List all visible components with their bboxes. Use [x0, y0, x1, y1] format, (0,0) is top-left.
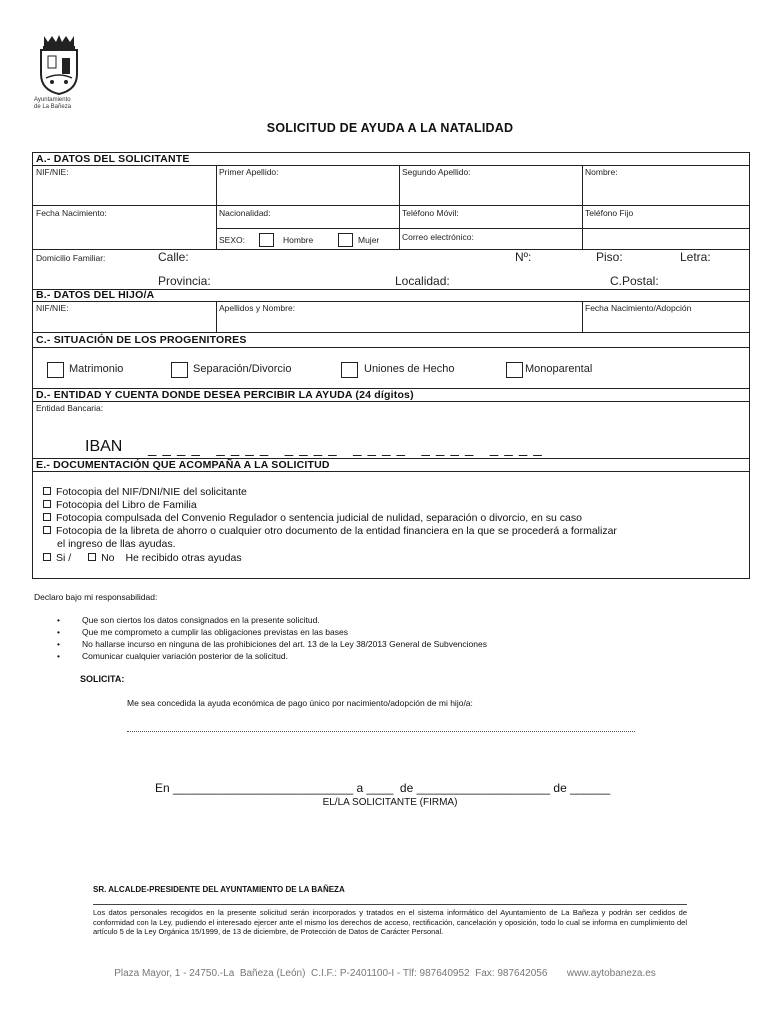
doc-libreta-checkbox[interactable]: [43, 526, 51, 534]
iban-digit-blanks[interactable]: _ _ _ _ _ _ _ _ _ _ _ _ _ _ _ _ _ _ _ _ _ _ _ _: [148, 440, 543, 457]
hijo-name-line[interactable]: [127, 731, 635, 732]
doc-libro-checkbox[interactable]: [43, 500, 51, 508]
bullet-text: No hallarse incurso en ninguna de las prohibiciones del art. 13 de la Ley 38/2013 General de Subvenciones: [82, 639, 487, 649]
separacion-label: Separación/Divorcio: [193, 363, 292, 375]
application-form: [32, 152, 750, 579]
privacy-notice: Los datos personales recogidos en la presente solicitud serán incorporados y tratados en el sistema informático del Ayuntamiento de La Bañeza y podrán ser cedidos de conformidad con la Ley, pudiendo el interesado ejercer ante el mismo los derechos de acceso, rectificación, cancelación y oposición, todo lo cual se informa en cumplimiento del artículo 5 de la Ley Orgánica 15/1999, de 13 de diciembre, de Protección de Datos de Carácter Personal.: [93, 908, 687, 936]
doc-convenio-text: Fotocopia compulsada del Convenio Regulador o sentencia judicial de nulidad, separación o divorcio, en su caso: [56, 512, 582, 524]
logo-caption-line2: de La Bañeza: [34, 104, 72, 110]
doc-nif-checkbox[interactable]: [43, 487, 51, 495]
nombre-label: Nombre:: [585, 167, 618, 177]
date-place-line[interactable]: En ___________________________ a ____ de ____________________ de ______: [155, 781, 611, 795]
hijo-nif-label: NIF/NIE:: [36, 303, 69, 313]
hombre-label: Hombre: [283, 235, 314, 245]
hombre-checkbox[interactable]: [259, 233, 274, 247]
signature-label: EL/LA SOLICITANTE (FIRMA): [322, 797, 458, 808]
fecha-nacimiento-label: Fecha Nacimiento:: [36, 208, 107, 218]
section-e-heading: E.- DOCUMENTACIÓN QUE ACOMPAÑA A LA SOLICITUD: [36, 459, 330, 471]
doc-item-libro[interactable]: [43, 499, 197, 512]
no-label: No: [101, 552, 115, 564]
solicita-heading: SOLICITA:: [80, 674, 125, 684]
section-b-heading: B.- DATOS DEL HIJO/A: [36, 289, 155, 301]
monoparental-label: Monoparental: [525, 363, 593, 375]
bullet-text: Que me comprometo a cumplir las obligaciones previstas en las bases: [82, 627, 348, 637]
no-checkbox[interactable]: [88, 553, 96, 561]
section-a-heading: A.- DATOS DEL SOLICITANTE: [36, 153, 190, 165]
doc-libreta-continuation: el ingreso de llas ayudas.: [57, 538, 176, 550]
addressee: SR. ALCALDE-PRESIDENTE DEL AYUNTAMIENTO DE LA BAÑEZA: [93, 885, 345, 894]
correo-label: Correo electrónico:: [402, 232, 474, 242]
coat-of-arms-logo: [34, 34, 84, 101]
numero-label: Nº:: [515, 250, 532, 264]
bullet-text: Que son ciertos los datos consignados en la presente solicitud.: [82, 615, 320, 625]
doc-item-convenio[interactable]: [43, 512, 582, 525]
nacionalidad-label: Nacionalidad:: [219, 208, 271, 218]
matrimonio-label: Matrimonio: [69, 363, 124, 375]
bullet-dot: •: [57, 639, 60, 649]
solicita-text: Me sea concedida la ayuda económica de pago único por nacimiento/adopción de mi hijo/a:: [127, 698, 473, 708]
mujer-label: Mujer: [358, 235, 380, 245]
segundo-apellido-label: Segundo Apellido:: [402, 167, 471, 177]
doc-libro-text: Fotocopia del Libro de Familia: [56, 499, 197, 511]
monoparental-checkbox[interactable]: [506, 362, 523, 378]
doc-item-libreta[interactable]: [43, 525, 733, 538]
section-c-heading: C.- SITUACIÓN DE LOS PROGENITORES: [36, 334, 247, 346]
section-d-heading: D.- ENTIDAD Y CUENTA DONDE DESEA PERCIBIR LA AYUDA (24 dígitos): [36, 389, 414, 401]
nif-label: NIF/NIE:: [36, 167, 69, 177]
doc-convenio-checkbox[interactable]: [43, 513, 51, 521]
bullet-dot: •: [57, 627, 60, 637]
divider: [93, 904, 687, 905]
iban-label: IBAN: [85, 438, 123, 455]
doc-libreta-text: Fotocopia de la libreta de ahorro o cualquier otro documento de la entidad financiera en la que se procederá a formalizar: [56, 525, 617, 537]
bullet-dot: •: [57, 615, 60, 625]
si-checkbox[interactable]: [43, 553, 51, 561]
doc-nif-text: Fotocopia del NIF/DNI/NIE del solicitante: [56, 486, 247, 498]
bullet-text: Comunicar cualquier variación posterior de la solicitud.: [82, 651, 288, 661]
uniones-checkbox[interactable]: [341, 362, 358, 378]
telefono-fijo-label: Teléfono Fijo: [585, 208, 634, 218]
logo-caption: [34, 97, 71, 111]
hijo-apellidos-label: Apellidos y Nombre:: [219, 303, 296, 313]
provincia-label: Provincia:: [158, 274, 211, 288]
logo-caption-line1: Ayuntamiento: [34, 97, 71, 103]
piso-label: Piso:: [596, 250, 623, 264]
declaro-label: Declaro bajo mi responsabilidad:: [34, 592, 158, 602]
ayudas-label: He recibido otras ayudas: [125, 552, 242, 564]
si-label: Si /: [56, 552, 72, 564]
domicilio-label: Domicilio Familiar:: [36, 253, 106, 263]
matrimonio-checkbox[interactable]: [47, 362, 64, 378]
primer-apellido-label: Primer Apellido:: [219, 167, 279, 177]
cpostal-label: C.Postal:: [610, 274, 659, 288]
calle-label: Calle:: [158, 250, 189, 264]
footer-address: Plaza Mayor, 1 - 24750.-La Bañeza (León) C.I.F.: P-2401100-I - Tlf: 987640952 Fax: 987642056 www.aytobaneza.es: [114, 968, 656, 979]
hijo-fecha-label: Fecha Nacimiento/Adopción: [585, 303, 692, 313]
uniones-label: Uniones de Hecho: [364, 363, 455, 375]
sexo-label: SEXO:: [219, 235, 245, 245]
letra-label: Letra:: [680, 250, 711, 264]
telefono-movil-label: Teléfono Móvil:: [402, 208, 459, 218]
mujer-checkbox[interactable]: [338, 233, 353, 247]
ayudas-row: [43, 552, 242, 565]
entidad-label: Entidad Bancaria:: [36, 403, 104, 413]
page-title: SOLICITUD DE AYUDA A LA NATALIDAD: [266, 121, 514, 135]
separacion-checkbox[interactable]: [171, 362, 188, 378]
localidad-label: Localidad:: [395, 274, 450, 288]
bullet-dot: •: [57, 651, 60, 661]
doc-item-nif[interactable]: [43, 486, 247, 499]
